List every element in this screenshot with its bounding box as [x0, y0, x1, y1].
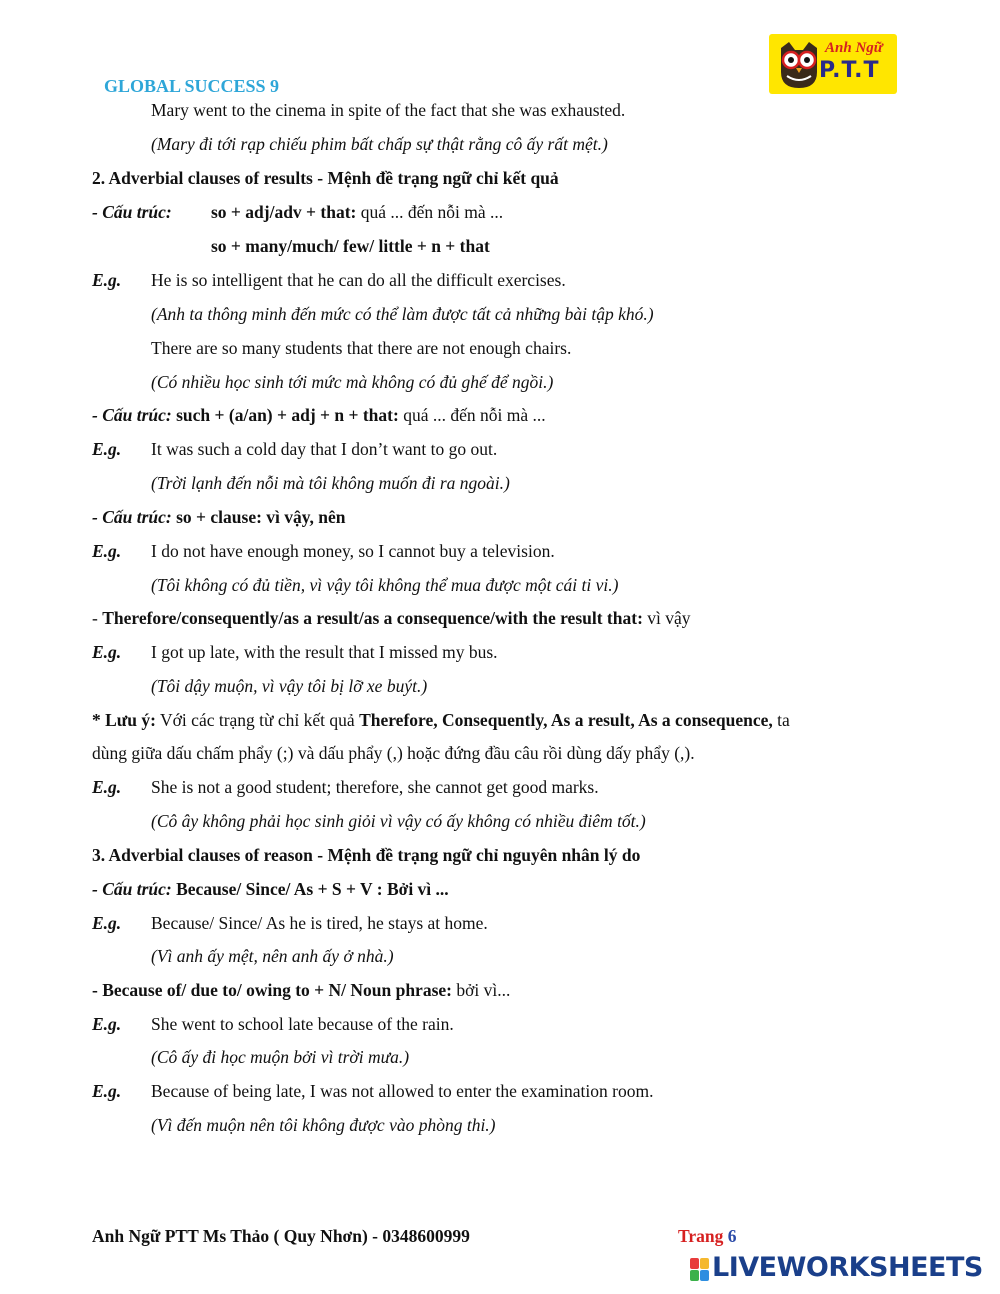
formula-bold: such + (a/an) + adj + n + that:	[171, 405, 399, 425]
logo-text-bottom: P.T.T	[819, 58, 880, 83]
example-sentence: She is not a good student; therefore, she cannot get good marks.	[151, 777, 599, 797]
owl-icon	[773, 38, 825, 90]
logo-text-top: Anh Ngữ	[825, 40, 883, 56]
structure-line	[92, 505, 910, 529]
formula-meaning: quá ... đến nỗi mà ...	[356, 202, 504, 222]
structure-label: - Cấu trúc:	[92, 405, 172, 425]
example-translation: (Vì anh ấy mệt, nên anh ấy ở nhà.)	[151, 946, 394, 966]
note-label: * Lưu ý:	[92, 710, 156, 730]
eg-label: E.g.	[92, 777, 122, 797]
section-heading-reason: 3. Adverbial clauses of reason - Mệnh đề trạng ngữ chỉ nguyên nhân lý do	[92, 845, 641, 865]
note-line	[92, 708, 910, 732]
structure-line	[92, 877, 910, 901]
eg-label: E.g.	[92, 270, 122, 290]
note-text-end: ta	[772, 710, 790, 730]
formula-meaning: vì vậy	[642, 608, 691, 628]
formula-meaning: bởi vì...	[451, 980, 511, 1000]
section-heading-results: 2. Adverbial clauses of results - Mệnh đề trạng ngữ chỉ kết quả	[92, 168, 559, 188]
eg-label: E.g.	[92, 913, 122, 933]
structure-formula-2: so + many/much/ few/ little + n + that	[211, 236, 490, 256]
structure-label: - Cấu trúc:	[92, 507, 172, 527]
header-title: GLOBAL SUCCESS 9	[104, 76, 280, 96]
note-text: Với các trạng từ chỉ kết quả	[155, 710, 360, 730]
example-translation: (Tôi không có đủ tiền, vì vậy tôi không thể mua được một cái ti vi.)	[151, 575, 619, 595]
structure-line	[92, 978, 910, 1002]
example-translation: (Có nhiều học sinh tới mức mà không có đủ ghế để ngồi.)	[151, 372, 554, 392]
example-sentence: Because of being late, I was not allowed to enter the examination room.	[151, 1081, 654, 1101]
example-sentence: There are so many students that there are not enough chairs.	[151, 338, 572, 358]
structure-formula	[211, 200, 910, 224]
liveworksheets-tiles-icon	[690, 1258, 710, 1282]
formula-bold: - Because of/ due to/ owing to + N/ Noun phrase:	[92, 980, 452, 1000]
eg-label: E.g.	[92, 1081, 122, 1101]
footer-page	[678, 1226, 737, 1247]
eg-label: E.g.	[92, 1014, 122, 1034]
note-line-2: dùng giữa dấu chấm phẩy (;) và dấu phẩy (,) hoặc đứng đầu câu rồi dùng dấy phẩy (,).	[92, 743, 695, 763]
example-translation: (Mary đi tới rạp chiếu phim bất chấp sự thật rằng cô ấy rất mệt.)	[151, 134, 608, 154]
example-sentence: Mary went to the cinema in spite of the fact that she was exhausted.	[151, 100, 626, 120]
example-translation: (Trời lạnh đến nỗi mà tôi không muốn đi ra ngoài.)	[151, 473, 510, 493]
formula-bold: so + clause: vì vậy, nên	[171, 507, 346, 527]
example-sentence: I got up late, with the result that I missed my bus.	[151, 642, 498, 662]
formula-bold: so + adj/adv + that:	[211, 202, 357, 222]
example-sentence: It was such a cold day that I don’t want to go out.	[151, 439, 498, 459]
note-keywords: Therefore, Consequently, As a result, As a consequence,	[359, 710, 773, 730]
page-label: Trang	[678, 1226, 728, 1246]
brand-logo	[769, 34, 897, 94]
example-sentence: Because/ Since/ As he is tired, he stays at home.	[151, 913, 488, 933]
structure-line	[92, 403, 910, 427]
example-sentence: I do not have enough money, so I cannot buy a television.	[151, 541, 555, 561]
liveworksheets-logo[interactable]	[690, 1252, 990, 1286]
formula-bold: Because/ Since/ As + S + V : Bởi vì ...	[171, 879, 449, 899]
footer-author: Anh Ngữ PTT Ms Thảo ( Quy Nhơn) - 0348600999	[92, 1226, 470, 1246]
dash: -	[92, 608, 103, 628]
eg-label: E.g.	[92, 439, 122, 459]
example-translation: (Cô ấy đi học muộn bởi vì trời mưa.)	[151, 1047, 410, 1067]
formula-bold: Therefore/consequently/as a result/as a consequence/with the result that:	[102, 608, 643, 628]
eg-label: E.g.	[92, 541, 122, 561]
liveworksheets-brand: LIVEWORKSHEETS	[712, 1252, 983, 1283]
example-translation: (Vì đến muộn nên tôi không được vào phòng thi.)	[151, 1115, 496, 1135]
example-sentence: She went to school late because of the rain.	[151, 1014, 454, 1034]
structure-line	[92, 606, 910, 630]
structure-label: - Cấu trúc:	[92, 202, 172, 222]
example-translation: (Cô ây không phải học sinh giỏi vì vậy có ấy không có nhiều điêm tốt.)	[151, 811, 646, 831]
page-number: 6	[727, 1226, 737, 1246]
example-translation: (Anh ta thông minh đến mức có thể làm được tất cả những bài tập khó.)	[151, 304, 654, 324]
eg-label: E.g.	[92, 642, 122, 662]
example-sentence: He is so intelligent that he can do all the difficult exercises.	[151, 270, 566, 290]
formula-meaning: quá ... đến nỗi mà ...	[398, 405, 546, 425]
structure-label: - Cấu trúc:	[92, 879, 172, 899]
example-translation: (Tôi dậy muộn, vì vậy tôi bị lỡ xe buýt.)	[151, 676, 428, 696]
